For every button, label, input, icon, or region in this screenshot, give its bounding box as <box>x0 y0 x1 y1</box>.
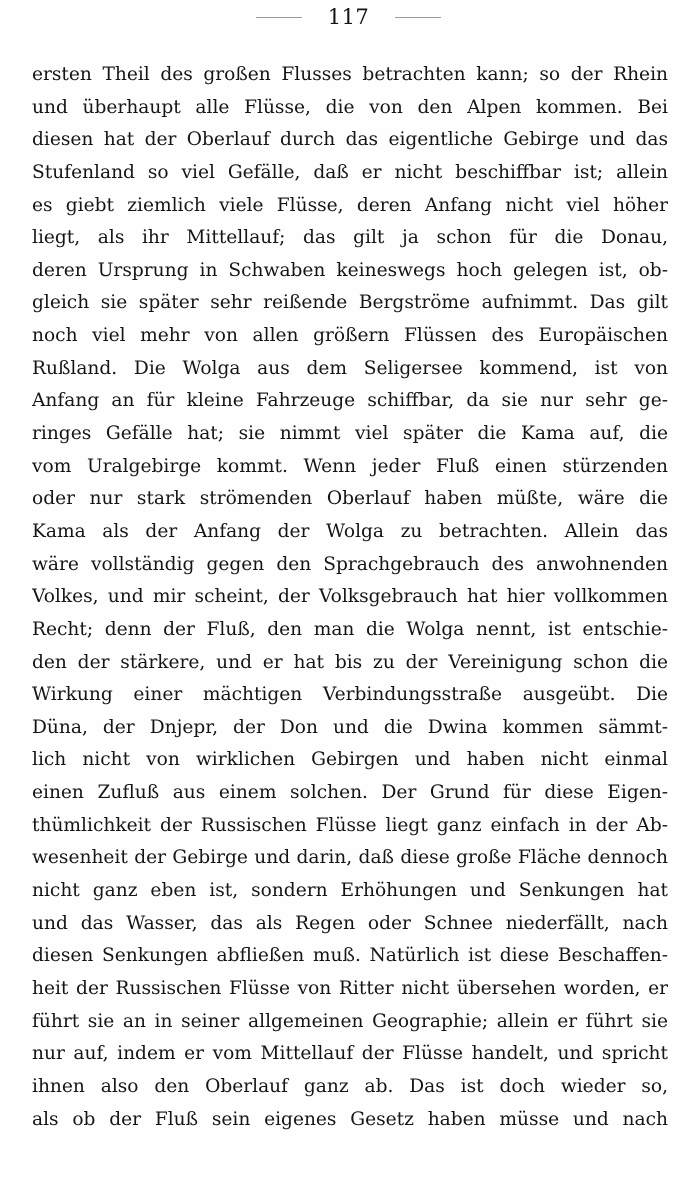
running-head <box>0 4 697 30</box>
text-line: Kama als der Anfang der Wolga zu betrachten. Allein das <box>32 520 668 542</box>
text-line: nur auf, indem er vom Mittellauf der Flüsse handelt, und spricht <box>32 1043 668 1065</box>
text-line: diesen Senkungen abfließen muß. Natürlich ist diese Beschaffen- <box>32 945 668 967</box>
text-line: vom Uralgebirge kommt. Wenn jeder Fluß einen stürzenden <box>32 455 668 477</box>
text-line: Volkes, und mir scheint, der Volksgebrauch hat hier vollkommen <box>32 586 668 608</box>
text-line: gleich sie später sehr reißende Bergströme aufnimmt. Das gilt <box>32 292 668 314</box>
text-line: wesenheit der Gebirge und darin, daß diese große Fläche dennoch <box>32 847 668 869</box>
text-line: nicht ganz eben ist, sondern Erhöhungen und Senkungen hat <box>32 880 668 902</box>
text-line: heit der Russischen Flüsse von Ritter nicht übersehen worden, er <box>32 977 668 999</box>
text-line: thümlichkeit der Russischen Flüsse liegt ganz einfach in der Ab- <box>32 814 668 836</box>
header-rule-left <box>256 17 302 18</box>
text-line: deren Ursprung in Schwaben keineswegs hoch gelegen ist, ob- <box>32 259 668 281</box>
text-line: Anfang an für kleine Fahrzeuge schiffbar, da sie nur sehr ge- <box>32 390 668 412</box>
text-line: ihnen also den Oberlauf ganz ab. Das ist doch wieder so, <box>32 1075 668 1097</box>
text-line: noch viel mehr von allen größern Flüssen des Europäischen <box>32 325 668 347</box>
text-line: Stufenland so viel Gefälle, daß er nicht beschiffbar ist; allein <box>32 161 668 183</box>
text-line: Recht; denn der Fluß, den man die Wolga nennt, ist entschie- <box>32 618 668 640</box>
text-line: wäre vollständig gegen den Sprachgebrauch des anwohnenden <box>32 553 668 575</box>
text-line: Rußland. Die Wolga aus dem Seligersee kommend, ist von <box>32 357 668 379</box>
text-line: Düna, der Dnjepr, der Don und die Dwina kommen sämmt- <box>32 716 668 738</box>
text-line: ringes Gefälle hat; sie nimmt viel später die Kama auf, die <box>32 423 668 445</box>
text-line: liegt, als ihr Mittellauf; das gilt ja schon für die Donau, <box>32 227 668 249</box>
text-line: und überhaupt alle Flüsse, die von den Alpen kommen. Bei <box>32 96 668 118</box>
text-line: es giebt ziemlich viele Flüsse, deren Anfang nicht viel höher <box>32 194 668 216</box>
text-line: und das Wasser, das als Regen oder Schnee niederfällt, nach <box>32 912 668 934</box>
page-number: 117 <box>327 5 370 29</box>
text-line: einen Zufluß aus einem solchen. Der Grund für diese Eigen- <box>32 782 668 804</box>
text-line: lich nicht von wirklichen Gebirgen und haben nicht einmal <box>32 749 668 771</box>
text-line: führt sie an in seiner allgemeinen Geographie; allein er führt sie <box>32 1010 668 1032</box>
text-line: ersten Theil des großen Flusses betrachten kann; so der Rhein <box>32 64 668 85</box>
text-line: Wirkung einer mächtigen Verbindungsstraße ausgeübt. Die <box>32 684 668 706</box>
text-line: als ob der Fluß sein eigenes Gesetz haben müsse und nach <box>32 1108 668 1130</box>
text-line: den der stärkere, und er hat bis zu der Vereinigung schon die <box>32 651 668 673</box>
text-line: diesen hat der Oberlauf durch das eigentliche Gebirge und das <box>32 129 668 151</box>
header-rule-right <box>395 17 441 18</box>
text-line: oder nur stark strömenden Oberlauf haben müßte, wäre die <box>32 488 668 510</box>
body-text <box>32 59 668 1136</box>
